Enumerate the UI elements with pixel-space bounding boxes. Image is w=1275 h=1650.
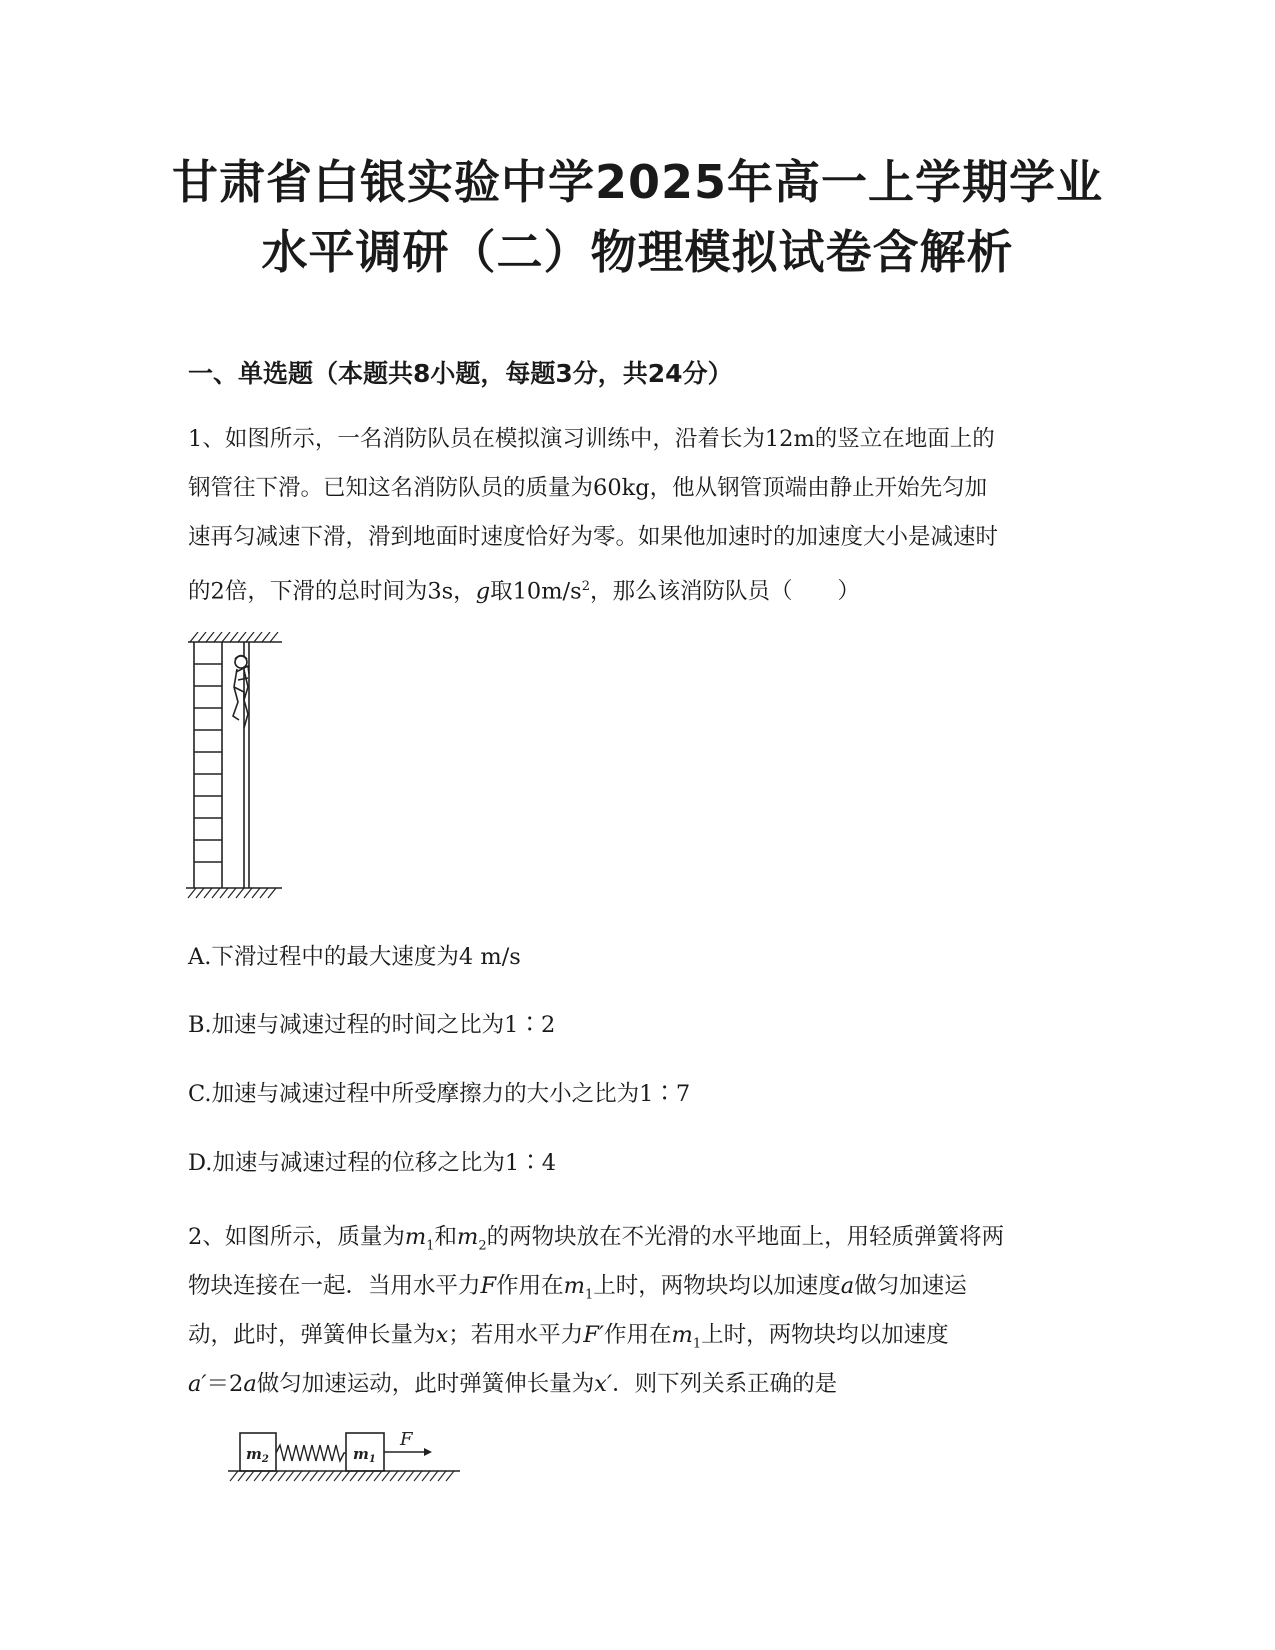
extension-symbol: x — [435, 1322, 449, 1348]
question-2-line — [188, 1213, 1088, 1262]
spring-icon — [276, 1445, 346, 1461]
text-run: 动，此时，弹簧伸长量为 — [188, 1322, 436, 1348]
firefighter-pole-figure — [186, 632, 298, 902]
text-run: 作用在 — [496, 1273, 564, 1299]
option-d[interactable]: D.加速与减速过程的位移之比为1∶4 — [188, 1150, 557, 1176]
text-run: 物块连接在一起．当用水平力 — [188, 1273, 481, 1299]
mass-symbol: m — [671, 1322, 693, 1348]
text-run: 做匀加速运 — [854, 1273, 967, 1299]
mass-symbol: m — [563, 1273, 585, 1299]
question-1-line: 速再匀减速下滑，滑到地面时速度恰好为零。如果他加速时的加速度大小是减速时 — [188, 524, 999, 550]
block-m2-label: $m_2$ — [246, 1445, 269, 1465]
text-run: ；若用水平力 — [448, 1322, 584, 1348]
text-run: 作用在 — [603, 1322, 672, 1348]
subscript: 1 — [585, 1287, 594, 1303]
question-1-text — [188, 415, 1088, 611]
option-a[interactable]: A.下滑过程中的最大速度为4 m/s — [188, 944, 521, 970]
force-symbol: F — [480, 1273, 497, 1299]
text-run: 做匀加速运动，此时弹簧伸长量为 — [256, 1371, 595, 1397]
gravity-symbol: g — [475, 578, 491, 605]
block-m1-label: $m_1$ — [353, 1445, 376, 1465]
mass-symbol: m — [404, 1224, 427, 1250]
subscript: 2 — [478, 1238, 487, 1254]
text-run: 和 — [434, 1224, 457, 1250]
question-1-line — [188, 562, 1088, 611]
document-title-line-1: 甘肃省白银实验中学2025年高一上学期学业 — [171, 155, 1104, 209]
section-heading: 一、单选题（本题共8小题，每题3分，共24分） — [188, 359, 733, 388]
question-1-line: 钢管往下滑。已知这名消防队员的质量为60kg，他从钢管顶端由静止开始先匀加 — [188, 475, 988, 501]
text-run: 取10m/s — [490, 578, 582, 605]
force-label: F — [400, 1429, 413, 1450]
question-1-line: 1、如图所示，一名消防队员在模拟演习训练中，沿着长为12m的竖立在地面上的 — [188, 426, 995, 452]
acceleration-symbol: a — [243, 1371, 257, 1397]
option-b[interactable]: B.加速与减速过程的时间之比为1∶2 — [188, 1012, 556, 1038]
arrow-head-icon — [424, 1448, 432, 1456]
text-run: ＝2 — [206, 1371, 244, 1397]
acceleration-prime-symbol: a′ — [188, 1371, 207, 1397]
mass-symbol: m — [456, 1224, 479, 1250]
document-title-line-2: 水平调研（二）物理模拟试卷含解析 — [261, 225, 1014, 279]
subscript: 1 — [692, 1336, 702, 1352]
extension-prime-symbol: x′ — [594, 1371, 613, 1397]
text-run: 上时，两物块均以加速度 — [593, 1273, 841, 1299]
superscript: 2 — [581, 579, 590, 594]
text-run: 的两物块放在不光滑的水平地面上，用轻质弹簧将两 — [486, 1224, 1005, 1250]
option-c[interactable]: C.加速与减速过程中所受摩擦力的大小之比为1∶7 — [188, 1081, 691, 1107]
subscript: 1 — [426, 1238, 435, 1254]
blocks-spring-figure — [228, 1415, 464, 1485]
force-prime-symbol: F′ — [583, 1322, 604, 1348]
question-2-line — [188, 1262, 1088, 1311]
text-run: ．则下列关系正确的是 — [612, 1371, 838, 1397]
question-2-line — [188, 1311, 1088, 1360]
text-run: ，那么该消防队员（ ） — [589, 578, 860, 605]
question-2-line — [188, 1360, 1088, 1409]
question-2-text — [188, 1213, 1088, 1409]
acceleration-symbol: a — [840, 1273, 855, 1299]
text-run: 2、如图所示，质量为 — [188, 1224, 405, 1250]
text-run: 上时，两物块均以加速度 — [701, 1322, 949, 1348]
text-run: 的2倍，下滑的总时间为3s， — [188, 578, 476, 605]
